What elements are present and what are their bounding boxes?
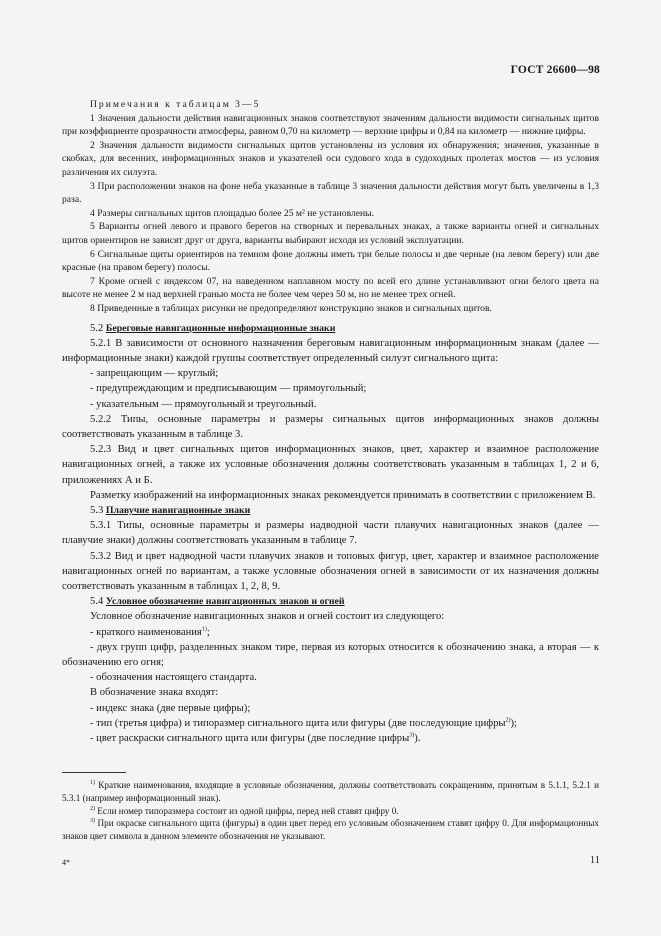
page-number: 11 bbox=[589, 855, 600, 866]
paragraph: Условное обозначение навигационных знаков и огней состоит из следующего: bbox=[90, 611, 445, 623]
footnote-ref: 3) bbox=[409, 732, 415, 739]
list-item-end: ). bbox=[414, 732, 421, 744]
list-item: - запрещающим — круглый; bbox=[90, 368, 219, 380]
section-heading-5-3 bbox=[62, 503, 599, 518]
sheet-mark: 4* bbox=[62, 858, 70, 867]
note-item: 2 Значения дальности видимости сигнальных щитов установлены из условия их обнаружения; значения, указанные в скобках, для весенних, информационных знаков и указателей оси судового хода в судоходных пролетах мостов — из условия различения их силуэта. bbox=[62, 139, 599, 178]
note-item: 7 Кроме огней с индексом 07, на наведенном наплавном мосту по всей его длине устанавливают огни белого цвета на высоте не менее 2 м над верхней гранью моста не более чем через 50 м, но не менее трех огней. bbox=[62, 275, 599, 301]
note-item: 8 Приведенные в таблицах рисунки не предопределяют конструкцию знаков и сигнальных щитов. bbox=[90, 302, 492, 314]
section-heading-5-2 bbox=[62, 321, 599, 336]
footnote-divider bbox=[62, 772, 126, 773]
note-item: 4 Размеры сигнальных щитов площадью более 25 м² не установлены. bbox=[90, 207, 375, 219]
paragraph: 5.2.2 Типы, основные параметры и размеры сигнальных щитов информационных знаков должны соответствовать указанным в таблице 3. bbox=[62, 413, 599, 440]
footnote-text: Если номер типоразмера состоит из одной цифры, перед ней ставят цифру 0. bbox=[95, 805, 399, 816]
paragraph: 5.2.1 В зависимости от основного назначения береговым навигационным информационным знакам (далее — информационные знаки) каждой группы соответствует определенный силуэт сигнального щита: bbox=[62, 337, 599, 364]
list-item-end: ; bbox=[206, 626, 210, 638]
note-item: 3 При расположении знаков на фоне неба указанные в таблице 3 значения дальности действия могут быть увеличены в 1,3 раза. bbox=[62, 180, 599, 206]
footnote-text: Краткие наименования, входящие в условные обозначения, должны соответствовать сокращениям, принятым в 5.1.1, 5.2.1 и 5.3.1 (например информационный знак). bbox=[62, 780, 599, 803]
footnote-ref: 2) bbox=[505, 717, 511, 724]
list-item-text: - краткого наименования bbox=[90, 626, 202, 638]
section-title: Условное обозначение навигационных знаков и огней bbox=[105, 596, 345, 608]
paragraph: В обозначение знака входят: bbox=[90, 687, 219, 699]
list-item-end: ); bbox=[510, 717, 518, 729]
notes-title: Примечания к таблицам 3—5 bbox=[90, 99, 261, 110]
note-item: 1 Значения дальности действия навигационных знаков соответствуют значениям дальности видимости сигнальных щитов при коэффициенте прозрачности атмосферы, равном 0,70 на километр — верхние цифры и 0,84 на километр — нижние цифры. bbox=[62, 112, 599, 138]
note-item: 6 Сигнальные щиты ориентиров на темном фоне должны иметь три белые полосы и две черные (на левом берегу) или две красные (на правом берегу) полосы. bbox=[62, 248, 599, 274]
section-title: Плавучие навигационные знаки bbox=[105, 504, 251, 516]
paragraph: 5.3.1 Типы, основные параметры и размеры надводной части плавучих навигационных знаков (далее — плавучие знаки) должны соответствовать указанным в таблице 7. bbox=[62, 520, 599, 547]
list-item bbox=[62, 731, 599, 746]
main-text bbox=[62, 321, 599, 747]
list-item bbox=[62, 716, 599, 731]
list-item: - указательным — прямоугольный и треугольный. bbox=[90, 398, 317, 410]
table-notes bbox=[62, 98, 599, 316]
footnote-mark: 1) bbox=[90, 779, 95, 786]
paragraph: 5.2.3 Вид и цвет сигнальных щитов информационных знаков, цвет, характер и взаимное расположение навигационных огней, а также их условные обозначения должны соответствовать указанным в таблицах 1, 2 и 6, приложениях А и Б. bbox=[62, 444, 599, 486]
section-heading-5-4 bbox=[62, 594, 599, 609]
list-item-text: - тип (третья цифра) и типоразмер сигнального щита или фигуры (две последующие цифры bbox=[90, 717, 506, 729]
section-number: 5.3 bbox=[90, 504, 104, 516]
list-item: - двух групп цифр, разделенных знаком тире, первая из которых относится к обозначению знака, а вторая — к обозначению его огня; bbox=[62, 641, 599, 668]
paragraph: 5.3.2 Вид и цвет надводной части плавучих знаков и топовых фигур, цвет, характер и взаимное расположение навигационных огней по вариантам, а также условные обозначения огней в зависимости от их назначения должны соответствовать указанным в таблицах 1, 2, 8, 9. bbox=[62, 550, 599, 592]
footnotes bbox=[62, 779, 599, 843]
document-code-header: ГОСТ 26600—98 bbox=[510, 64, 600, 76]
footnote-text: При окраске сигнального щита (фигуры) в один цвет перед его условным обозначением ставят цифру 0. Для информационных знаков цвет символа в данном элементе обозначения не указывают. bbox=[62, 818, 599, 842]
section-number: 5.4 bbox=[90, 596, 104, 608]
page-content bbox=[62, 98, 599, 746]
note-item: 5 Варианты огней левого и правого берегов на створных и перевальных знаках, а также варианты огней и сигнальных щитов ориентиров не зависят друг от друга, варианты выбирают исходя из условий эксплуатации. bbox=[62, 221, 599, 246]
list-item-text: - цвет раскраски сигнального щита или фигуры (две последние цифры bbox=[90, 732, 410, 744]
section-title: Береговые навигационные информационные знаки bbox=[105, 322, 336, 334]
list-item: - индекс знака (две первые цифры); bbox=[90, 702, 251, 714]
list-item: - обозначения настоящего стандарта. bbox=[90, 672, 257, 684]
footnote bbox=[62, 779, 599, 805]
paragraph: Разметку изображений на информационных знаках рекомендуется принимать в соответствии с приложением В. bbox=[90, 489, 596, 501]
footnote bbox=[62, 805, 599, 818]
list-item bbox=[62, 625, 599, 640]
list-item: - предупреждающим и предписывающим — прямоугольный; bbox=[90, 383, 367, 395]
section-number: 5.2 bbox=[90, 322, 104, 334]
footnote-ref: 1) bbox=[201, 626, 207, 633]
footnote-mark: 3) bbox=[90, 818, 95, 825]
footnote bbox=[62, 817, 599, 843]
footnote-mark: 2) bbox=[90, 805, 95, 812]
